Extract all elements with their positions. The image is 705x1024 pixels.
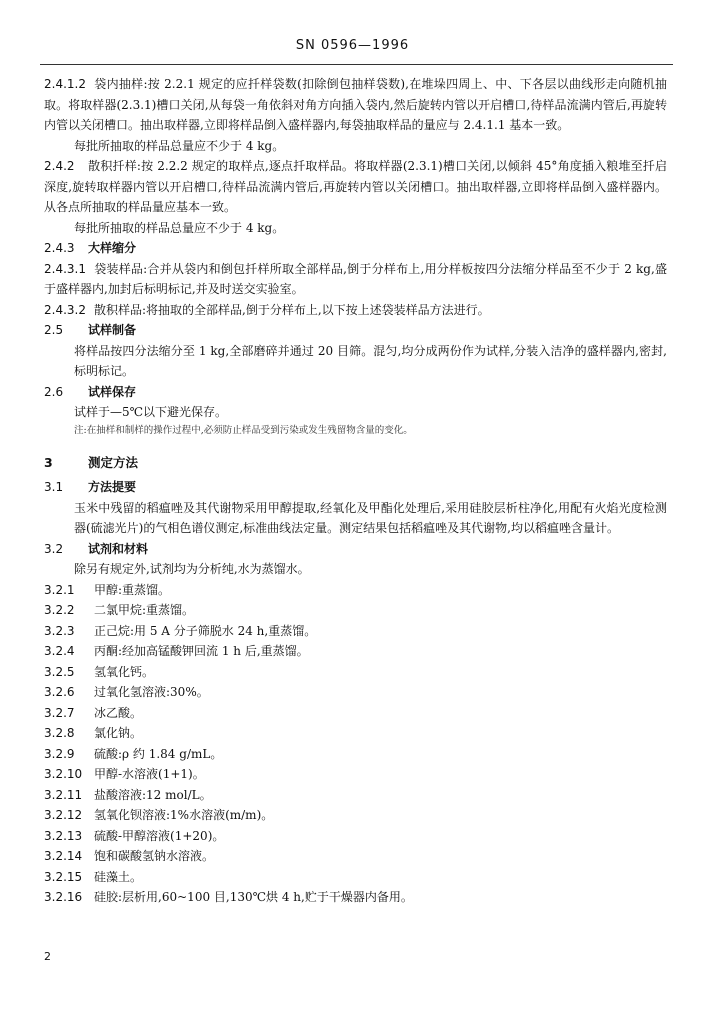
header-rule: [40, 64, 673, 65]
reagent-number: 3.2.15: [44, 869, 83, 884]
section-number: 3: [44, 454, 53, 470]
clause-2-5: [44, 320, 667, 341]
reagent-item: [44, 580, 667, 601]
reagent-text: 二氯甲烷:重蒸馏。: [94, 603, 195, 617]
reagent-item: [44, 805, 667, 826]
reagent-text: 过氧化氢溶液:30%。: [94, 685, 209, 699]
reagent-text: 硫酸-甲醇溶液(1+20)。: [94, 828, 225, 843]
clause-2-6-text: 试样于—5℃以下避光保存。: [74, 405, 228, 419]
reagent-number: 3.2.2: [44, 603, 75, 617]
reagent-text: 氢氧化钙。: [94, 664, 155, 679]
clause-2-4-3-1: [44, 259, 667, 300]
reagent-item: [44, 785, 667, 806]
reagent-text: 氯化钠。: [94, 726, 143, 740]
reagent-number: 3.2.3: [44, 623, 75, 638]
clause-text: 散积扦样:按 2.2.2 规定的取样点,逐点扦取样品。将取样器(2.3.1)槽口关闭,以倾斜 45°角度插入粮堆至扦启深度,旋转取样器内管以开启槽口,待样品流满内管后,再旋转内管以关闭槽口。抽出取样器,立即将样品倒入盛样器内。从各点所抽取的样品量应基本一致。: [44, 159, 667, 214]
clause-2-6: [44, 382, 667, 403]
section-gap: [44, 439, 667, 453]
clause-number: 2.4.3.1: [44, 261, 86, 276]
reagent-number: 3.2.6: [44, 685, 75, 699]
reagent-item: [44, 887, 667, 908]
clause-3-2: [44, 539, 667, 560]
reagent-text: 甲醇:重蒸馏。: [94, 582, 171, 597]
reagent-number: 3.2.4: [44, 644, 75, 658]
clause-2-4-2: [44, 156, 667, 218]
reagent-text: 硅胶:层析用,60~100 目,130℃烘 4 h,贮于干燥器内备用。: [94, 890, 413, 904]
reagent-number: 3.2.5: [44, 664, 75, 679]
reagent-number: 3.2.9: [44, 746, 75, 761]
reagent-list: [44, 580, 667, 908]
reagent-text: 甲醇-水溶液(1+1)。: [94, 767, 205, 781]
reagent-item: [44, 682, 667, 703]
clause-number: 2.6: [44, 384, 64, 399]
reagent-item: [44, 662, 667, 683]
clause-number: 2.4.1.2: [44, 77, 86, 91]
clause-3-1: [44, 477, 667, 498]
reagent-item: [44, 744, 667, 765]
reagent-number: 3.2.10: [44, 767, 83, 781]
reagent-item: [44, 641, 667, 662]
clause-title: 大样缩分: [88, 241, 137, 255]
section-title: 测定方法: [88, 454, 139, 470]
page-number: 2: [44, 950, 51, 963]
reagent-text: 氢氧化钡溶液:1%水溶液(m/m)。: [94, 808, 274, 822]
clause-text: 袋内抽样:按 2.2.1 规定的应扦样袋数(扣除倒包抽样袋数),在堆垛四周上、中、下各层以曲线形走向随机抽取。将取样器(2.3.1)槽口关闭,从每袋一角依斜对角方向插入袋内,然后旋转内管以开启槽口,待样品流满内管后,再旋转内管以关闭槽口。抽出取样器,立即将样品倒入盛样器内,每袋抽取样品的量应与 2.4.1.1 基本一致。: [44, 77, 667, 132]
reagent-item: [44, 867, 667, 888]
reagent-item: [44, 826, 667, 847]
clause-number: 2.5: [44, 323, 64, 337]
clause-number: 2.4.2: [44, 159, 75, 173]
clause-2-4-1-2-total: 每批所抽取的样品总量应不少于 4 kg。: [74, 138, 285, 153]
clause-number: 3.1: [44, 480, 64, 494]
clause-2-4-1-2: [44, 74, 667, 136]
reagent-number: 3.2.13: [44, 828, 83, 843]
document-body: [44, 74, 667, 908]
clause-3-2-text: 除另有规定外,试剂均为分析纯,水为蒸馏水。: [74, 562, 310, 576]
reagent-item: [44, 723, 667, 744]
clause-text: 散积样品:将抽取的全部样品,倒于分样布上,以下按上述袋装样品方法进行。: [94, 302, 490, 317]
reagent-text: 冰乙酸。: [94, 705, 143, 720]
reagent-item: [44, 621, 667, 642]
reagent-item: [44, 703, 667, 724]
section-3-heading: [44, 453, 667, 474]
clause-title: 方法提要: [88, 480, 137, 494]
reagent-number: 3.2.1: [44, 582, 75, 597]
reagent-number: 3.2.8: [44, 726, 75, 740]
clause-title: 试剂和材料: [88, 541, 149, 556]
reagent-item: [44, 600, 667, 621]
clause-number: 3.2: [44, 541, 64, 556]
clause-number: 2.4.3.2: [44, 302, 86, 317]
reagent-item: [44, 846, 667, 867]
reagent-number: 3.2.7: [44, 705, 75, 720]
reagent-text: 盐酸溶液:12 mol/L。: [94, 787, 212, 802]
reagent-text: 硫酸:ρ 约 1.84 g/mL。: [94, 746, 223, 761]
page-header: SN 0596—1996: [295, 38, 410, 53]
clause-2-4-3: [44, 238, 667, 259]
note-text: 注:在抽样和制样的操作过程中,必须防止样品受到污染或发生残留物含量的变化。: [74, 424, 413, 436]
clause-3-1-text: 玉米中残留的稻瘟唑及其代谢物采用甲醇提取,经氧化及甲酯化处理后,采用硅胶层析柱净化,用配有火焰光度检测器(硫滤光片)的气相色谱仪测定,标准曲线法定量。测定结果包括稻瘟唑及其代谢物,均以稻瘟唑含量计。: [74, 500, 667, 535]
clause-title: 试样保存: [88, 384, 137, 399]
clause-2-5-text: 将样品按四分法缩分至 1 kg,全部磨碎并通过 20 目筛。混匀,均分成两份作为试样,分装入洁净的盛样器内,密封,标明标记。: [74, 343, 667, 378]
clause-2-4-2-total: 每批所抽取的样品总量应不少于 4 kg。: [74, 220, 285, 235]
reagent-text: 硅藻土。: [94, 869, 143, 884]
clause-2-4-3-2: [44, 300, 667, 321]
reagent-number: 3.2.16: [44, 890, 83, 904]
reagent-text: 丙酮:经加高锰酸钾回流 1 h 后,重蒸馏。: [94, 644, 309, 658]
clause-text: 袋装样品:合并从袋内和倒包扦样所取全部样品,倒于分样布上,用分样板按四分法缩分样品至不少于 2 kg,盛于盛样器内,加封后标明标记,并及时送交实验室。: [44, 261, 667, 296]
reagent-item: [44, 764, 667, 785]
reagent-text: 正己烷:用 5 A 分子筛脱水 24 h,重蒸馏。: [94, 623, 317, 638]
reagent-text: 饱和碳酸氢钠水溶液。: [94, 849, 215, 863]
reagent-number: 3.2.12: [44, 808, 83, 822]
clause-number: 2.4.3: [44, 241, 75, 255]
clause-title: 试样制备: [88, 323, 137, 337]
reagent-number: 3.2.14: [44, 849, 83, 863]
reagent-number: 3.2.11: [44, 787, 83, 802]
